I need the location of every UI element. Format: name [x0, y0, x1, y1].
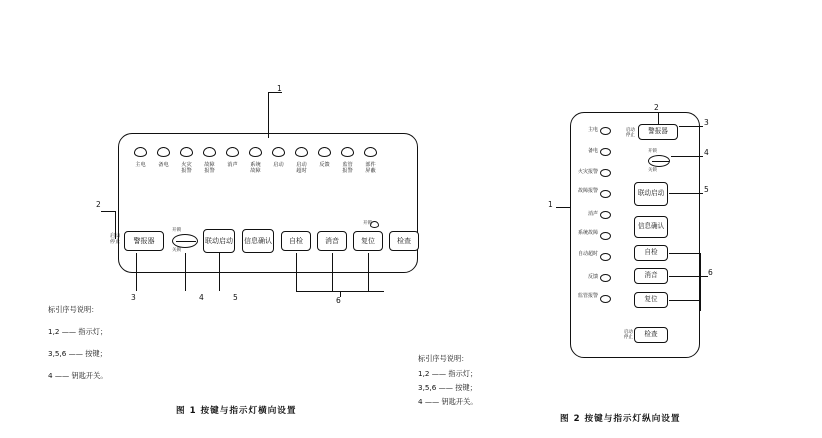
- fig2-lamp-label-backup-power: 备电: [587, 148, 598, 154]
- figure2-leader-6-stem: [700, 276, 708, 277]
- figure1-legend-line-2: 3,5,6 —— 按键；: [48, 349, 107, 358]
- lamp-label-feedback: 反馈: [319, 162, 330, 168]
- figure2-legend-line-2: 3,5,6 —— 按键；: [418, 383, 477, 392]
- figure1-callout-6: 6: [336, 296, 341, 305]
- figure2-callout-2: 2: [654, 103, 659, 112]
- fig2-button-self-check[interactable]: [634, 245, 668, 261]
- lamp-fire-alarm: [180, 147, 193, 157]
- lamp-label-silence: 消声: [227, 162, 238, 168]
- figure2-callout-3: 3: [704, 118, 709, 127]
- figure1-leader-3-vertical: [136, 253, 137, 291]
- key-switch[interactable]: [172, 234, 198, 248]
- button-reset[interactable]: [353, 231, 383, 251]
- figure1-leader-5-vertical: [219, 253, 220, 291]
- lamp-label-main-power: 主电: [135, 162, 146, 168]
- lamp-label-fire-alarm: 火灾报警: [181, 162, 192, 175]
- fig2-sounder-button-label: 警报器: [648, 127, 668, 136]
- lamp-fault-alarm: [203, 147, 216, 157]
- figure1-callout-3: 3: [131, 293, 136, 302]
- lamp-backup-power: [157, 147, 170, 157]
- fig2-lamp-label-feedback: 反馈: [587, 274, 598, 280]
- figure2-leader-4-horizontal: [671, 156, 703, 157]
- button-mute-label: 消音: [325, 236, 339, 245]
- fig2-lamp-label-system-fault: 系统故障: [577, 230, 598, 236]
- lamp-start: [272, 147, 285, 157]
- figure1-leader-1-vertical: [268, 92, 269, 138]
- button-mute[interactable]: [317, 231, 347, 251]
- fig2-lamp-system-fault: [600, 232, 611, 240]
- fig2-button-info-confirm-label: 信息确认: [637, 222, 665, 231]
- fig2-lamp-fault-alarm: [600, 190, 611, 198]
- fig2-lamp-label-fault-alarm: 故障报警: [577, 188, 598, 194]
- figure2-leader-6-tick-b: [669, 276, 701, 277]
- figure1-legend-line-1: 1,2 —— 指示灯；: [48, 327, 108, 336]
- lamp-label-start-timeout: 启动超时: [296, 162, 307, 175]
- fig2-lamp-main-power: [600, 127, 611, 135]
- figure1-leader-6-tick-c: [368, 253, 369, 291]
- key-switch-close-label: 关锁: [172, 248, 182, 253]
- figure2-callout-4: 4: [704, 148, 709, 157]
- fig2-lamp-feedback: [600, 274, 611, 282]
- fig2-lamp-label-silence: 消声: [587, 211, 598, 217]
- button-reset-label: 复位: [361, 236, 375, 245]
- key-switch-open-label: 开锁: [172, 228, 182, 233]
- sounder-start-stop-icon: 启动 停止: [109, 233, 120, 245]
- button-linkage-start[interactable]: [203, 229, 235, 253]
- figure2-caption: 图 2 按键与指示灯纵向设置: [560, 414, 681, 424]
- button-self-check-label: 自检: [289, 236, 303, 245]
- figure2-legend-title: 标引序号说明：: [418, 354, 469, 363]
- figure1-callout-5: 5: [233, 293, 238, 302]
- fig2-button-linkage-start[interactable]: [634, 182, 668, 206]
- lamp-label-backup-power: 备电: [158, 162, 169, 168]
- fig2-lamp-auto-timeout: [600, 253, 611, 261]
- fig2-button-info-confirm[interactable]: [634, 216, 668, 238]
- button-inspect-label: 检查: [397, 236, 411, 245]
- button-self-check[interactable]: [281, 231, 311, 251]
- fig2-lamp-label-fire-alarm: 火灾报警: [577, 169, 598, 175]
- figure1-leader-6-tick-a: [296, 253, 297, 291]
- fig2-lamp-supervision-alarm: [600, 295, 611, 303]
- lamp-label-system-fault: 系统故障: [250, 162, 261, 175]
- figure1-legend-title: 标引序号说明：: [48, 305, 99, 314]
- figure2-leader-5-horizontal: [669, 193, 703, 194]
- lamp-device-isolate: [364, 147, 377, 157]
- lamp-silence: [226, 147, 239, 157]
- figure1-leader-6-tick-b: [332, 253, 333, 291]
- button-info-confirm-label: 信息确认: [244, 236, 272, 245]
- figure1-leader-4-vertical: [185, 253, 186, 291]
- figure1-leader-2-horizontal: [101, 211, 115, 212]
- fig2-button-self-check-label: 自检: [644, 248, 658, 257]
- lamp-supervision-alarm: [341, 147, 354, 157]
- fig2-button-mute[interactable]: [634, 268, 668, 284]
- fig2-button-reset[interactable]: [634, 292, 668, 308]
- fig2-sounder-button[interactable]: [638, 124, 678, 140]
- fig2-lamp-backup-power: [600, 148, 611, 156]
- button-linkage-start-label: 联动启动: [205, 236, 233, 245]
- fig2-button-inspect[interactable]: [634, 327, 668, 343]
- fig2-lamp-label-main-power: 主电: [587, 127, 598, 133]
- fig2-key-switch-open-label: 开锁: [648, 149, 657, 154]
- fig2-sounder-start-stop-icon: 启动 停止: [626, 128, 635, 138]
- fig2-button-linkage-start-label: 联动启动: [637, 189, 665, 198]
- figure1-callout-4: 4: [199, 293, 204, 302]
- figure1-callout-2: 2: [96, 200, 101, 209]
- figure2-legend-line-3: 4 —— 钥匙开关。: [418, 397, 478, 406]
- lamp-start-timeout: [295, 147, 308, 157]
- figure1-callout-1: 1: [277, 84, 282, 93]
- figure2-leader-1-horizontal: [556, 207, 570, 208]
- lamp-label-start: 启动: [273, 162, 284, 168]
- lamp-label-fault-alarm: 故障报警: [204, 162, 215, 175]
- lamp-main-power: [134, 147, 147, 157]
- fig2-button-mute-label: 消音: [644, 271, 658, 280]
- figure1-caption: 图 1 按键与指示灯横向设置: [176, 406, 297, 416]
- figure2-leader-2-vertical: [658, 112, 659, 124]
- sounder-button[interactable]: [124, 231, 164, 251]
- fig2-button-inspect-label: 检查: [644, 330, 658, 339]
- figure2-legend-line-1: 1,2 —— 指示灯；: [418, 369, 478, 378]
- figure2-leader-6-tick-c: [669, 300, 701, 301]
- button-info-confirm[interactable]: [242, 229, 274, 253]
- fig2-lamp-label-auto-timeout: 自动超时: [577, 251, 598, 257]
- lamp-label-supervision-alarm: 监管报警: [342, 162, 353, 175]
- fig2-lamp-silence: [600, 211, 611, 219]
- fig2-key-switch[interactable]: [648, 155, 670, 167]
- fig2-key-switch-close-label: 关锁: [648, 168, 657, 173]
- figure2-callout-1: 1: [548, 200, 553, 209]
- figure2-leader-3-horizontal: [679, 126, 703, 127]
- figure2-leader-6-vertical: [700, 253, 701, 311]
- fig2-button-reset-label: 复位: [644, 295, 658, 304]
- figure2-callout-5: 5: [704, 185, 709, 194]
- figure1-legend-line-3: 4 —— 钥匙开关。: [48, 371, 108, 380]
- lamp-system-fault: [249, 147, 262, 157]
- lamp-label-device-isolate: 部件屏蔽: [365, 162, 376, 175]
- lamp-power-indicator-label: 开锁: [363, 221, 373, 226]
- fig2-lamp-label-supervision-alarm: 监管报警: [577, 293, 598, 299]
- sounder-button-label: 警报器: [133, 236, 155, 245]
- button-inspect[interactable]: [389, 231, 419, 251]
- figure2-callout-6: 6: [708, 268, 713, 277]
- fig2-lamp-fire-alarm: [600, 169, 611, 177]
- fig2-inspect-icon: 启动 停止: [624, 330, 633, 340]
- figure2-leader-6-tick-a: [669, 253, 701, 254]
- lamp-feedback: [318, 147, 331, 157]
